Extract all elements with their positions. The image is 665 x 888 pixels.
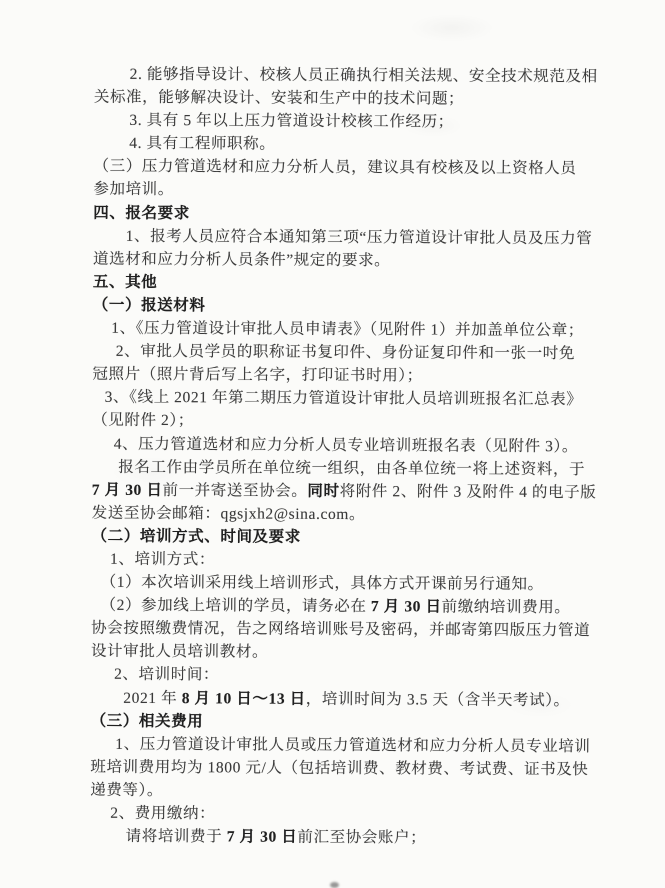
bold-text-segment: （一）报送材料 — [92, 296, 206, 315]
text-segment: 2. 能够指导设计、校核人员正确执行相关法规、安全技术规范及相 — [129, 65, 598, 86]
text-line — [91, 571, 591, 597]
text-line — [90, 779, 590, 805]
bold-text-segment: 8 月 10 日～13 日 — [181, 689, 306, 708]
text-line — [91, 617, 591, 643]
bold-text-segment: 四、报名要求 — [93, 204, 190, 222]
bold-text-segment: 同时 — [307, 482, 340, 500]
text-segment: （三）压力管道选材和应力分析人员，建议具有校核及以上资格人员 — [93, 158, 577, 178]
bold-text-segment: （二）培训方式、时间及要求 — [91, 527, 301, 546]
text-line — [91, 594, 591, 620]
text-segment: 设计审批人员培训教材。 — [90, 643, 269, 661]
text-line — [91, 548, 591, 574]
text-segment: 协会按照缴费情况，告之网络培训账号及密码，并邮寄第四版压力管道 — [91, 619, 591, 640]
text-line — [94, 86, 594, 112]
text-segment: 报名工作由学员所在单位统一组织，由各单位统一将上述资料，于 — [118, 458, 586, 478]
text-line — [92, 340, 592, 366]
text-line — [90, 755, 590, 781]
text-line — [93, 294, 593, 320]
bold-text-segment: 7 月 30 日 — [370, 598, 442, 616]
text-line — [91, 478, 597, 504]
text-segment: 冠照片（照片背后写上名字，打印证书时用）； — [92, 365, 423, 385]
text-line — [92, 501, 592, 527]
text-line — [93, 271, 593, 297]
text-line — [90, 732, 590, 758]
text-segment: 将附件 2、附件 3 及附件 4 的电子版 — [339, 482, 597, 502]
text-segment: 道选材和应力分析人员条件”规定的要求。 — [92, 250, 391, 270]
text-segment: （见附件 2）； — [92, 412, 194, 430]
bold-text-segment: （三）相关费用 — [90, 712, 204, 730]
text-segment: 发送至协会邮箱：qgsjxh2@sina.com。 — [91, 504, 366, 523]
text-segment: 班培训费用均为 1800 元/人（包括培训费、教材费、考试费、证书及快 — [90, 758, 589, 779]
text-segment: 前缴纳培训费用。 — [441, 598, 571, 617]
text-segment: 1、《压力管道设计审批人员申请表》（见附件 1）并加盖单位公章； — [111, 319, 584, 340]
text-segment: 前汇至协会账户； — [297, 828, 427, 847]
text-segment: 2、审批人员学员的职称证书复印件、身份证复印件和一张一吋免 — [115, 342, 575, 363]
text-segment: 2021 年 — [123, 689, 182, 707]
text-segment: 参加培训。 — [93, 181, 174, 199]
text-segment: 2、费用缴纳： — [110, 804, 216, 823]
text-line — [92, 386, 592, 412]
page-number-mark — [330, 882, 339, 888]
text-segment: 1、报考人员应符合本通知第三项“压力管道设计审批人员及压力管 — [125, 227, 593, 247]
text-line — [90, 802, 590, 828]
text-line — [93, 247, 593, 273]
text-line — [93, 317, 593, 343]
text-segment: 3. 具有 5 年以上压力管道设计校核工作经历； — [129, 112, 454, 131]
text-segment: 关标准，能够解决设计、安装和生产中的技术问题； — [93, 88, 465, 108]
bold-text-segment: 7 月 30 日 — [91, 481, 163, 499]
text-segment: 1、压力管道设计审批人员或压力管道选材和应力分析人员专业培训 — [115, 735, 591, 756]
bold-text-segment: 7 月 30 日 — [226, 828, 298, 846]
text-line — [93, 201, 593, 227]
text-line — [92, 432, 592, 458]
text-line — [91, 709, 591, 735]
text-line — [94, 132, 594, 158]
text-segment: ，培训时间为 3.5 天（含半天考试）。 — [305, 690, 570, 709]
text-line — [94, 109, 594, 135]
text-segment: （2）参加线上培训的学员，请务必在 — [100, 596, 371, 616]
text-segment: 4、压力管道选材和应力分析人员专业培训班报名表（见附件 3）。 — [113, 435, 579, 455]
text-line — [91, 640, 591, 666]
document-body — [90, 63, 598, 851]
text-line — [90, 825, 590, 851]
text-line — [91, 686, 591, 712]
bold-text-segment: 五、其他 — [92, 273, 158, 291]
text-segment: （1）本次培训采用线上培训形式，具体方式开课前另行通知。 — [100, 573, 544, 594]
text-segment: 前一并寄送至协会。 — [162, 481, 308, 500]
text-segment: 3、《线上 2021 年第二期压力管道设计审批人员培训班报名汇总表》 — [104, 389, 583, 409]
text-segment: 2、培训时间： — [114, 666, 220, 684]
text-line — [91, 663, 591, 689]
text-segment: 1、培训方式： — [110, 550, 216, 569]
text-segment: 递费等）。 — [90, 781, 164, 799]
text-line — [92, 363, 592, 389]
text-line — [93, 178, 593, 204]
text-line — [94, 63, 598, 89]
text-line — [92, 455, 592, 481]
text-segment: 4. 具有工程师职称。 — [129, 135, 276, 153]
text-line — [92, 409, 592, 435]
text-segment: 请将培训费于 — [125, 827, 227, 846]
text-line — [92, 525, 592, 551]
text-line — [93, 155, 593, 181]
text-line — [93, 224, 593, 250]
